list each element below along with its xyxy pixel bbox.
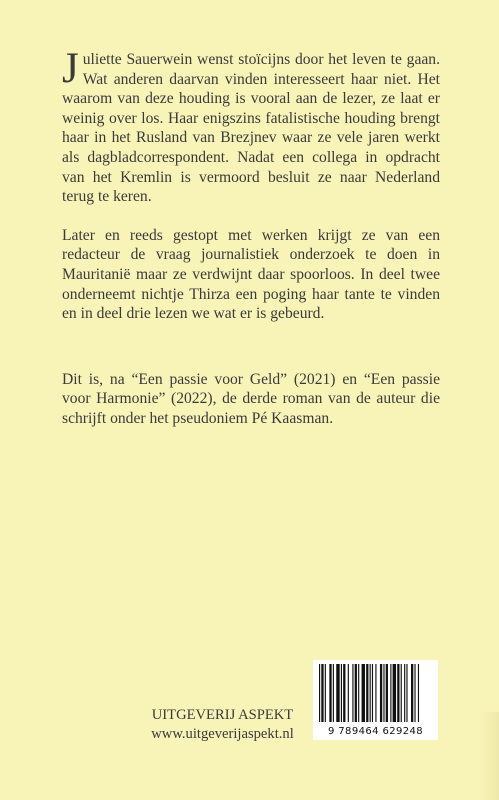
page-shadow (478, 712, 499, 800)
blurb-text (62, 45, 440, 448)
drop-cap: J (62, 45, 79, 92)
blurb-paragraph-1-text: uliette Sauerwein wenst stoïcijns door het leven te gaan. Wat anderen daarvan vinden interesseert haar niet. Het waarom van deze houding is vooral aan de lezer, ze laat er weinig over los. Haar enigszins fatalistische houding brengt haar in het Rusland van Brezjnev waar ze vele jaren werkt als dagbladcorrespondent. Nadat een collega in opdracht van het Kremlin is vermoord besluit ze naar Nederland terug te keren. (62, 51, 440, 206)
publisher-imprint (140, 706, 305, 744)
publisher-website: www.uitgeverijaspekt.nl (151, 726, 294, 742)
publisher-name: UITGEVERIJ ASPEKT (151, 707, 294, 723)
barcode-bars (317, 664, 434, 722)
blurb-paragraph-1 (62, 45, 440, 207)
blurb-paragraph-2: Later en reeds gestopt met werken krijgt ze van een redacteur de vraag journalistiek onderzoek te doen in Mauritanië maar ze verdwijnt daar spoorloos. In deel twee onderneemt nichtje Thirza een poging haar tante te vinden en in deel drie lezen we wat er is gebeurd. (62, 226, 440, 323)
isbn-number: 9 789464 629248 (327, 726, 424, 737)
blurb-paragraph-3: Dit is, na “Een passie voor Geld” (2021) en “Een passie voor Harmonie” (2022), de derde roman van de auteur die schrijft onder het pseudoniem Pé Kaasman. (62, 370, 440, 427)
isbn-barcode (313, 660, 438, 740)
